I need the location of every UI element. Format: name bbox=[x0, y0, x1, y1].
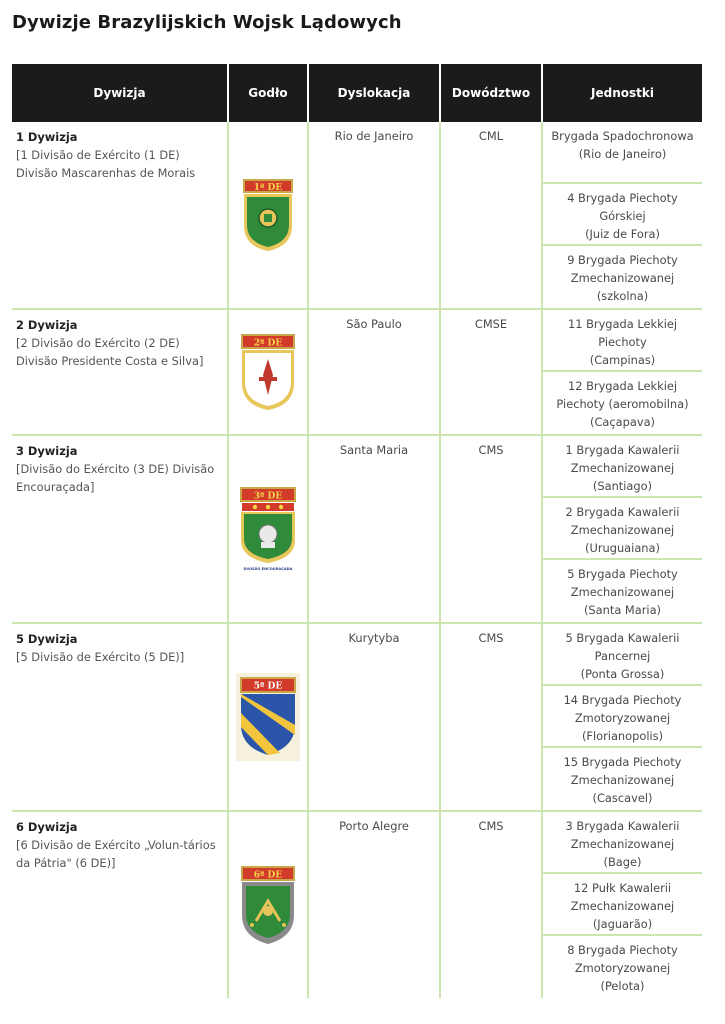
unit-item bbox=[543, 372, 702, 434]
unit-item bbox=[543, 122, 702, 184]
unit-line: 12 Brygada Lekkiej bbox=[567, 379, 678, 393]
header-emblem: Godło bbox=[228, 64, 308, 122]
unit-line: Brygada Spadochronowa bbox=[551, 129, 694, 143]
command-cell: CMS bbox=[440, 623, 542, 811]
emblem-label: 6ª DE bbox=[253, 870, 283, 881]
units-cell bbox=[542, 623, 702, 811]
header-command: Dowództwo bbox=[440, 64, 542, 122]
unit-line: (szkolna) bbox=[596, 289, 649, 303]
emblem-subtitle: DIVISÃO ENCOURAÇADA bbox=[243, 567, 293, 571]
division-name: 2 Dywizja bbox=[16, 318, 78, 332]
header-division: Dywizja bbox=[12, 64, 228, 122]
division-description: [2 Divisão do Exército (2 DE) Divisão Presidente Costa e Silva] bbox=[16, 336, 204, 368]
division-name: 5 Dywizja bbox=[16, 632, 78, 646]
location-cell: São Paulo bbox=[308, 309, 440, 435]
unit-item bbox=[543, 874, 702, 936]
command-cell: CMS bbox=[440, 435, 542, 623]
unit-line: 5 Brygada Piechoty bbox=[567, 567, 678, 581]
emblem-label: 5ª DE bbox=[253, 681, 283, 692]
division-description: [Divisão do Exército (3 DE) Divisão Encouraçada] bbox=[16, 462, 215, 494]
table-row bbox=[12, 122, 702, 309]
unit-line: (Uruguaiana) bbox=[585, 541, 660, 555]
location-cell: Kurytyba bbox=[308, 623, 440, 811]
unit-line: (Caçapava) bbox=[590, 415, 655, 429]
unit-item bbox=[543, 560, 702, 622]
emblem-cell bbox=[228, 122, 308, 309]
unit-line: 14 Brygada Piechoty bbox=[563, 693, 682, 707]
table-row bbox=[12, 623, 702, 811]
unit-line: Piechoty bbox=[598, 335, 647, 349]
unit-line: Zmotoryzowanej bbox=[574, 711, 671, 725]
table-row bbox=[12, 435, 702, 623]
location-cell: Rio de Janeiro bbox=[308, 122, 440, 309]
emblem-label: 1ª DE bbox=[253, 183, 283, 193]
unit-line: 5 Brygada Kawalerii bbox=[565, 631, 680, 645]
division-description: [1 Divisão de Exército (1 DE) Divisão Mascarenhas de Morais bbox=[16, 148, 196, 180]
table-row bbox=[12, 811, 702, 998]
unit-item bbox=[543, 246, 702, 308]
unit-line: (Florianopolis) bbox=[581, 729, 664, 743]
table-header-row bbox=[12, 64, 702, 122]
unit-item bbox=[543, 748, 702, 810]
unit-item bbox=[543, 624, 702, 686]
table-row bbox=[12, 309, 702, 435]
unit-line: (Cascavel) bbox=[592, 791, 653, 805]
unit-line: Zmotoryzowanej bbox=[574, 961, 671, 975]
unit-line: 3 Brygada Kawalerii bbox=[565, 819, 680, 833]
division-name: 6 Dywizja bbox=[16, 820, 78, 834]
unit-item bbox=[543, 686, 702, 748]
unit-line: (Juiz de Fora) bbox=[585, 227, 660, 241]
unit-line: 1 Brygada Kawalerii bbox=[565, 443, 680, 457]
unit-line: (Santa Maria) bbox=[583, 603, 662, 617]
division-emblem-2 bbox=[229, 333, 307, 411]
unit-line: (Jaguarão) bbox=[592, 917, 653, 931]
division-cell bbox=[12, 811, 228, 998]
unit-line: 2 Brygada Kawalerii bbox=[565, 505, 680, 519]
unit-line: Górskiej bbox=[599, 209, 646, 223]
unit-line: 11 Brygada Lekkiej bbox=[567, 317, 678, 331]
division-description: [6 Divisão de Exército „Volun-tários da Pátria" (6 DE)] bbox=[16, 838, 216, 870]
division-name: 1 Dywizja bbox=[16, 130, 78, 144]
division-emblem-5 bbox=[229, 673, 307, 761]
command-cell: CMS bbox=[440, 811, 542, 998]
unit-line: 4 Brygada Piechoty bbox=[567, 191, 678, 205]
unit-line: (Pelota) bbox=[600, 979, 645, 993]
division-emblem-1 bbox=[229, 178, 307, 252]
emblem-cell bbox=[228, 309, 308, 435]
unit-line: (Rio de Janeiro) bbox=[578, 147, 667, 161]
division-cell bbox=[12, 435, 228, 623]
header-location: Dyslokacja bbox=[308, 64, 440, 122]
unit-line: (Ponta Grossa) bbox=[580, 667, 665, 681]
unit-line: Zmechanizowanej bbox=[570, 899, 675, 913]
unit-line: 8 Brygada Piechoty bbox=[567, 943, 678, 957]
division-cell bbox=[12, 309, 228, 435]
units-cell bbox=[542, 435, 702, 623]
emblem-label: 3ª DE bbox=[253, 491, 283, 502]
unit-line: (Bage) bbox=[603, 855, 642, 869]
unit-item bbox=[543, 936, 702, 998]
page-title: Dywizje Brazylijskich Wojsk Lądowych bbox=[12, 12, 402, 33]
unit-line: (Campinas) bbox=[589, 353, 656, 367]
header-units: Jednostki bbox=[542, 64, 702, 122]
unit-line: Zmechanizowanej bbox=[570, 523, 675, 537]
units-cell bbox=[542, 122, 702, 309]
division-emblem-6 bbox=[229, 865, 307, 945]
unit-line: Piechoty (aeromobilna) bbox=[556, 397, 689, 411]
unit-item bbox=[543, 812, 702, 874]
unit-item bbox=[543, 498, 702, 560]
units-cell bbox=[542, 309, 702, 435]
division-description: [5 Divisão de Exército (5 DE)] bbox=[16, 650, 185, 664]
unit-line: Pancernej bbox=[594, 649, 651, 663]
emblem-cell bbox=[228, 811, 308, 998]
command-cell: CML bbox=[440, 122, 542, 309]
unit-item bbox=[543, 436, 702, 498]
division-cell bbox=[12, 122, 228, 309]
unit-item bbox=[543, 310, 702, 372]
location-cell: Santa Maria bbox=[308, 435, 440, 623]
emblem-cell bbox=[228, 623, 308, 811]
division-name: 3 Dywizja bbox=[16, 444, 78, 458]
unit-line: Zmechanizowanej bbox=[570, 271, 675, 285]
command-cell: CMSE bbox=[440, 309, 542, 435]
unit-line: (Santiago) bbox=[592, 479, 653, 493]
unit-line: 12 Pułk Kawalerii bbox=[573, 881, 672, 895]
unit-line: Zmechanizowanej bbox=[570, 585, 675, 599]
location-cell: Porto Alegre bbox=[308, 811, 440, 998]
unit-line: Zmechanizowanej bbox=[570, 773, 675, 787]
unit-line: 9 Brygada Piechoty bbox=[567, 253, 678, 267]
units-cell bbox=[542, 811, 702, 998]
emblem-label: 2ª DE bbox=[253, 338, 283, 349]
unit-line: 15 Brygada Piechoty bbox=[563, 755, 682, 769]
divisions-table bbox=[12, 64, 702, 998]
unit-item bbox=[543, 184, 702, 246]
unit-line: Zmechanizowanej bbox=[570, 461, 675, 475]
division-emblem-3 bbox=[229, 486, 307, 572]
division-cell bbox=[12, 623, 228, 811]
unit-line: Zmechanizowanej bbox=[570, 837, 675, 851]
emblem-cell bbox=[228, 435, 308, 623]
